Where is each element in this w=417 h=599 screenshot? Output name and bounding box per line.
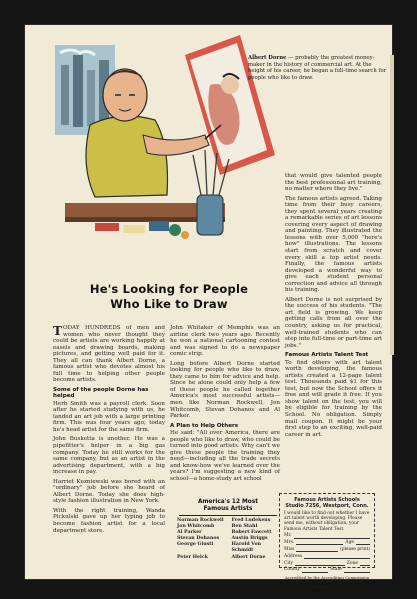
- paragraph: To find others with art talent worth developing, the famous artists created a 12-page talent test. Thousands paid $1 for this test, but now the School offers it free and will grade it free. If you show talent on the test, you will be eligible for training by the School. No obligation. Simply mail coupon. It might be your first step to an exciting, well-paid career in art.: [285, 359, 382, 438]
- artist-name: Harold Von Schmidt: [231, 542, 261, 554]
- caption-text: — probably the greatest money-maker in the history of commercial art. At the height of his career, he began a full-time search for people who like to draw.: [248, 55, 387, 81]
- paragraph: John Whitaker of Memphis was an airline clerk two years ago. Recently he won a national cartooning contest and was signed to do a newspaper comic strip.: [170, 325, 280, 358]
- coupon-title-1: Famous Artists Schools: [294, 497, 360, 503]
- field-label: Address: [284, 553, 302, 559]
- page-edge: [390, 55, 394, 355]
- paragraph-text: ODAY HUNDREDS of men and women who never thought they could be artists are working happily at easels and drawing boards, making pictures, and getting well paid for it. They all can thank Albert Dorne, a famous artist who devotes almost his full time to helping other people become artists.: [53, 325, 165, 384]
- article-column-2: [170, 325, 280, 485]
- paragraph: Albert Dorne is not surprised by the success of his students. "The art field is growing. We keep getting calls from all over the country, asking us for practical, well-trained students who can step into full-time or part-time art jobs.": [285, 296, 382, 349]
- artist-name: Fred Ludekens: [231, 518, 271, 523]
- field-label: Zone: [346, 560, 358, 566]
- artist-name: Norman Rockwell: [177, 518, 224, 523]
- artist-name: Ben Stahl: [231, 524, 258, 530]
- artist-name: Jon Whitcomb: [177, 524, 215, 530]
- county-state-field[interactable]: [284, 567, 370, 572]
- article-column-1: [53, 325, 165, 537]
- paragraph: He said: "All over America, there are people who like to draw, who could be turned into good artists. Why can't we give these people the training they need—including all the trade secrets and know-how we've learned over the years? I'm suggesting a new kind of school—a home-study art school: [170, 430, 280, 482]
- drop-cap: T: [53, 324, 62, 338]
- headline-line-1: He's Looking for People: [89, 282, 249, 296]
- artists-name-list: [173, 518, 283, 561]
- coupon-title-2: Studio 7256, Westport, Conn.: [285, 503, 369, 509]
- article-column-3: [285, 173, 382, 441]
- field-label: County: [284, 567, 300, 573]
- artist-name: Peter Helck: [177, 554, 208, 560]
- section-heading: A Plan to Help Others: [170, 422, 239, 429]
- famous-artists-box: [173, 499, 283, 561]
- field-label: Mrs.: [284, 540, 295, 546]
- paragraph: Harriet Kuzniewski was bored with an "ordinary" job before she heard of Albert Dorne. Today she does high-style fashion illustration in New York.: [53, 478, 165, 505]
- comic-back-page: [25, 25, 392, 589]
- artist-name: Al Parker: [177, 530, 202, 536]
- field-label: Mr.: [284, 533, 292, 539]
- field-label: Miss: [284, 547, 295, 552]
- coupon-body: I would like to find out whether I have art talent worth developing. Please send me, without obligation, your Famous Artists Talent Test.: [284, 511, 370, 532]
- city-zone-field[interactable]: [284, 561, 370, 566]
- paragraph: John Busketta is another. He was a pipefitter's helper in a big gas company. Today he still works for the same company, but as an artist in the advertising department, with a big increase in pay.: [53, 436, 165, 476]
- artist-name: Robert Fawcett: [231, 530, 272, 536]
- name-field-miss[interactable]: [284, 547, 370, 552]
- section-heading: Some of the people Dorne has helped: [53, 386, 149, 400]
- section-heading: Famous Artists Talent Test: [285, 352, 369, 359]
- mail-coupon[interactable]: [279, 493, 375, 589]
- paragraph: [53, 325, 165, 384]
- artist-name: Stevan Dohanos: [177, 536, 220, 542]
- artist-name: Albert Dorne: [231, 554, 266, 560]
- paragraph: Herb Smith was a payroll clerk. Soon after he started studying with us, he landed an art job with a large printing firm. This was four years ago; today he's head artist for the same firm.: [53, 400, 165, 433]
- name-field-mrs[interactable]: [284, 540, 370, 545]
- address-field[interactable]: [284, 554, 370, 559]
- albert-dorne-illustration: [25, 25, 280, 275]
- artist-name: George Giusti: [177, 542, 214, 548]
- accreditation-note: Accredited by the Accrediting Commission of the National Home Study Council, Washington, D.C.: [284, 574, 370, 589]
- field-label: City: [284, 560, 294, 566]
- artist-name: Austin Briggs: [231, 536, 268, 542]
- illustration-caption: [248, 55, 388, 81]
- headline-line-2: Who Like to Draw: [110, 297, 228, 311]
- paragraph: that would give talented people the best professional art training, no matter where they live.": [285, 173, 382, 193]
- age-label: Age: [345, 540, 354, 546]
- artists-title-1: America's 12 Most: [198, 499, 258, 505]
- field-label: State: [330, 567, 342, 573]
- paragraph: The famous artists agreed. Taking time from their busy careers, they spent several years creating a remarkable series of art lessons covering every aspect of drawing and painting. They illustrated the lessons with over 5,000 "here's how" illustrations. The lessons start from scratch and cover every skill a top artist needs. Finally, the famous artists developed a wonderful way to give each student personal correction and advice all through his training.: [285, 195, 382, 294]
- divider: [179, 515, 277, 516]
- print-hint: (please print): [339, 547, 370, 552]
- page-headline: [63, 282, 275, 312]
- artists-title-2: Famous Artists: [203, 506, 253, 512]
- paragraph: With the right training, Wanda Pickulski gave up her typing job to become fashion artist for a local department store.: [53, 507, 165, 534]
- paragraph: Long before Albert Dorne started looking for people who like to draw, they came to him for advice and help. Since he alone could only help a few of these people he called together America's most successful artists—men like Norman Rockwell, Jon Whitcomb, Stevan Dohanos and Al Parker.: [170, 360, 280, 420]
- caption-name: Albert Dorne: [248, 55, 287, 61]
- name-field-mr[interactable]: [284, 533, 370, 538]
